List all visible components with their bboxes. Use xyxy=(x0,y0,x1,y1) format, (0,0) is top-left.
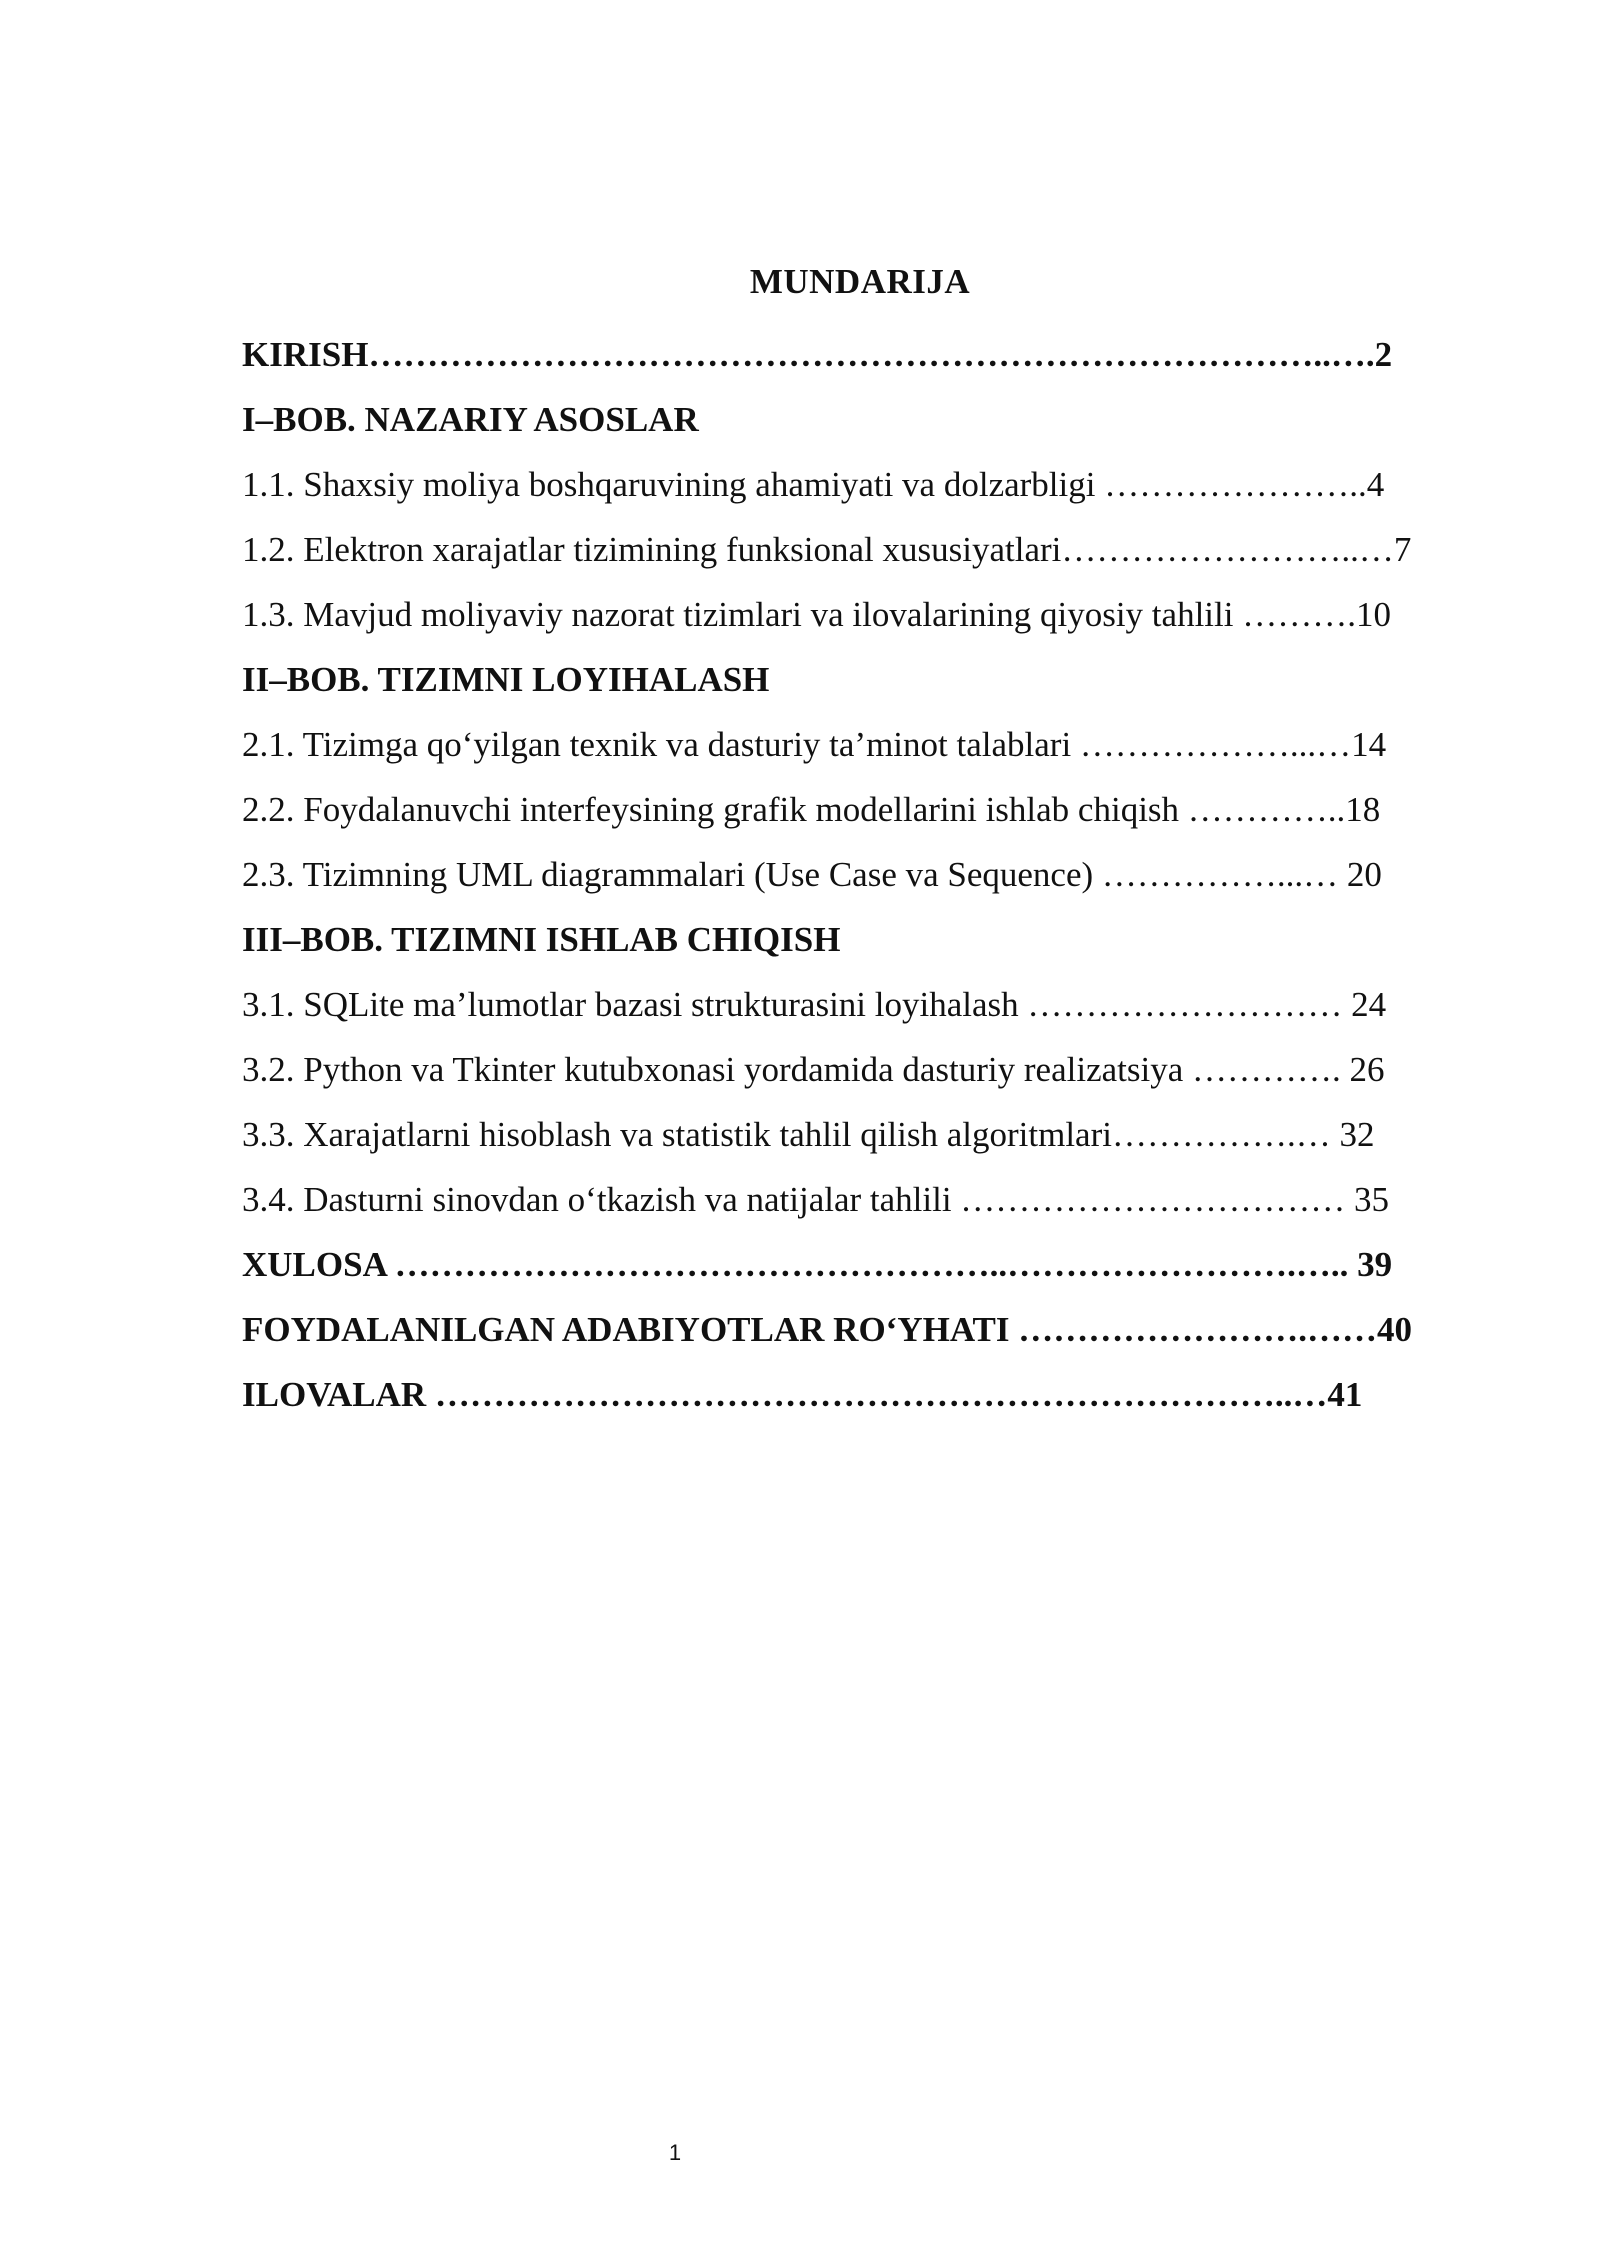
toc-entry-kirish: KIRISH………………………………………………………………………..….2 xyxy=(242,335,1393,374)
toc-entry-3-4: 3.4. Dasturni sinovdan o‘tkazish va natijalar tahlili …………………………… 35 xyxy=(242,1180,1390,1219)
toc-entry-ilovalar: ILOVALAR ………………………………………………………………..…41 xyxy=(242,1375,1363,1414)
toc-chapter-3-heading: III–BOB. TIZIMNI ISHLAB CHIQISH xyxy=(242,920,841,959)
toc-entry-xulosa: XULOSA ……………………………………………..…………………….….. 39 xyxy=(242,1245,1393,1284)
page-number: 1 xyxy=(668,2140,682,2165)
toc-entry-2-3: 2.3. Tizimning UML diagrammalari (Use Case va Sequence) ……………...… 20 xyxy=(242,855,1382,894)
toc-entry-1-2: 1.2. Elektron xarajatlar tizimining funksional xususiyatlari……………………..…7 xyxy=(242,530,1412,569)
toc-entry-3-1: 3.1. SQLite ma’lumotlar bazasi strukturasini loyihalash ……………………… 24 xyxy=(242,985,1387,1024)
toc-entry-1-3: 1.3. Mavjud moliyaviy nazorat tizimlari va ilovalarining qiyosiy tahlili ……….10 xyxy=(242,595,1391,634)
toc-entry-2-2: 2.2. Foydalanuvchi interfeysining grafik modellarini ishlab chiqish …………..18 xyxy=(242,790,1381,829)
toc-chapter-1-heading: I–BOB. NAZARIY ASOSLAR xyxy=(242,400,699,439)
toc-entry-adabiyotlar: FOYDALANILGAN ADABIYOTLAR RO‘YHATI …………………….……40 xyxy=(242,1310,1412,1349)
toc-entry-1-1: 1.1. Shaxsiy moliya boshqaruvining ahamiyati va dolzarbligi …………………..4 xyxy=(242,465,1385,504)
page-title: MUNDARIJA xyxy=(749,262,971,301)
toc-entry-2-1: 2.1. Tizimga qo‘yilgan texnik va dasturiy ta’minot talablari ………………...…14 xyxy=(242,725,1387,764)
toc-chapter-2-heading: II–BOB. TIZIMNI LOYIHALASH xyxy=(242,660,770,699)
toc-entry-3-2: 3.2. Python va Tkinter kutubxonasi yordamida dasturiy realizatsiya …………. 26 xyxy=(242,1050,1385,1089)
toc-entry-3-3: 3.3. Xarajatlarni hisoblash va statistik tahlil qilish algoritmlari…………….… 32 xyxy=(242,1115,1375,1154)
table-of-contents xyxy=(242,322,1492,1427)
